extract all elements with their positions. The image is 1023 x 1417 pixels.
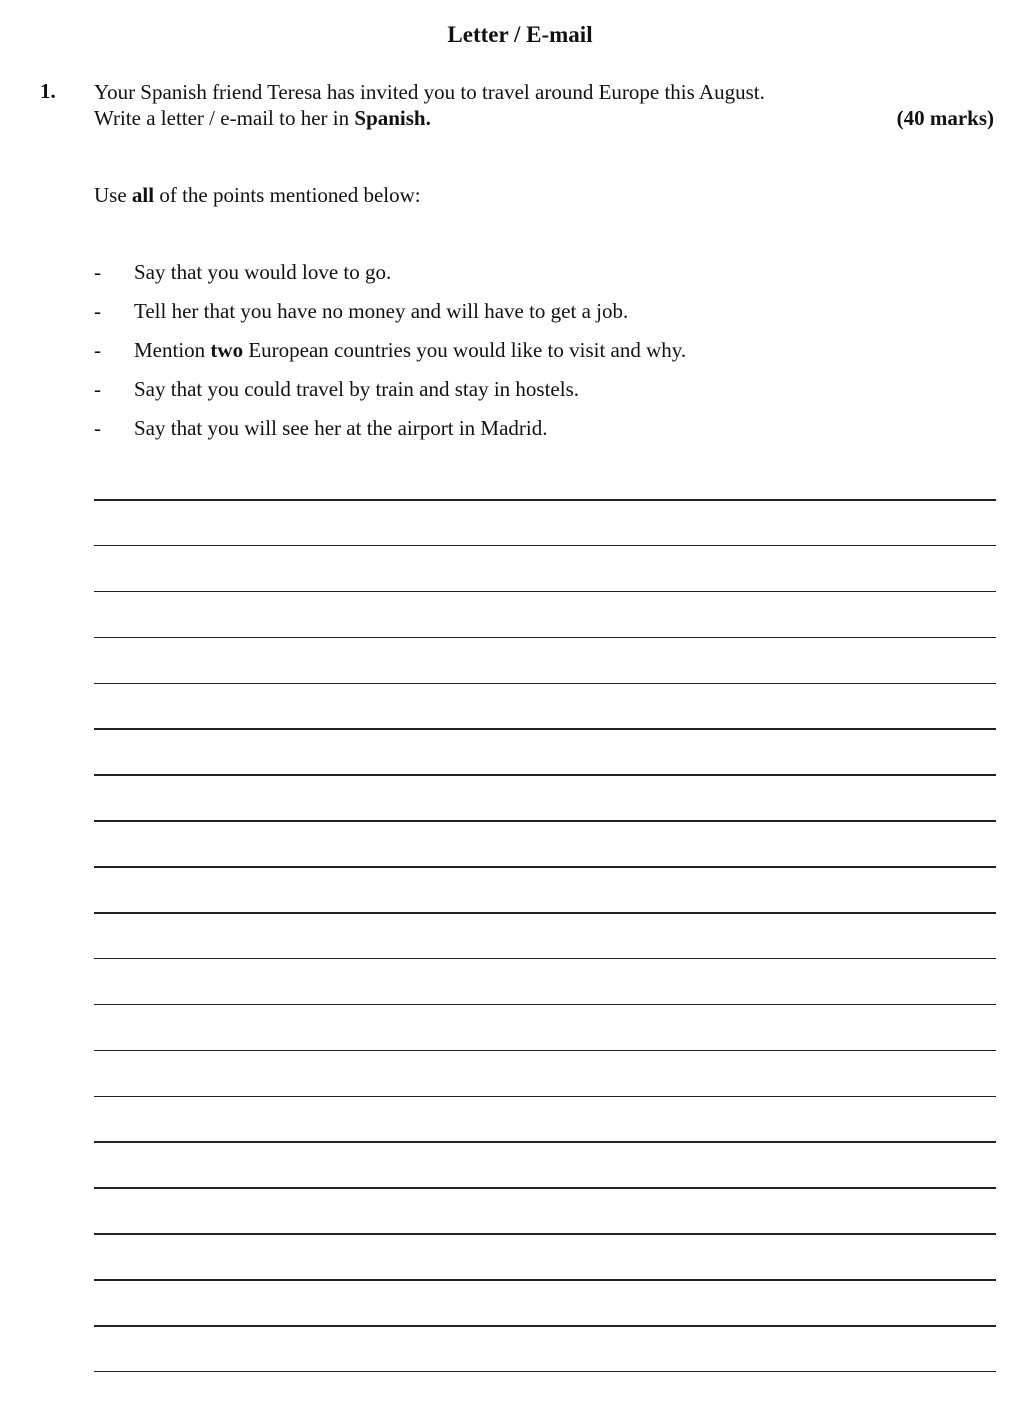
page-title: Letter / E-mail — [447, 22, 593, 47]
answer-line[interactable] — [94, 1004, 996, 1006]
bullet-dash: - — [94, 377, 101, 401]
answer-line[interactable] — [94, 683, 996, 685]
answer-line[interactable] — [94, 1325, 996, 1327]
instruction-bold: all — [131, 183, 155, 207]
instruction-prefix: Use — [94, 183, 132, 207]
bullet-dash: - — [94, 260, 101, 284]
answer-line[interactable] — [94, 591, 996, 593]
answer-line[interactable] — [94, 1096, 996, 1098]
answer-line[interactable] — [94, 912, 996, 914]
answer-line[interactable] — [94, 958, 996, 960]
point-text-prefix: Mention — [134, 338, 211, 362]
question-language: Spanish. — [354, 106, 431, 130]
answer-line[interactable] — [94, 637, 996, 639]
answer-line[interactable] — [94, 728, 996, 730]
answer-line[interactable] — [94, 774, 996, 776]
answer-line[interactable] — [94, 1187, 996, 1189]
point-text-suffix: European countries you would like to visit and why. — [243, 338, 687, 362]
marks-label: (40 marks) — [896, 106, 994, 130]
question-text-line-2 — [94, 105, 431, 131]
point-item — [94, 337, 686, 376]
answer-line[interactable] — [94, 1279, 996, 1281]
point-item — [94, 415, 686, 454]
answer-writing-area — [94, 499, 996, 1417]
question-text-line-1: Your Spanish friend Teresa has invited you to travel around Europe this August. — [94, 80, 765, 104]
point-text: Say that you will see her at the airport in Madrid. — [134, 416, 548, 440]
point-text: Say that you would love to go. — [134, 260, 392, 284]
question-number: 1. — [40, 79, 56, 103]
point-text: Say that you could travel by train and stay in hostels. — [134, 377, 579, 401]
point-text: Tell her that you have no money and will have to get a job. — [134, 299, 629, 323]
answer-line[interactable] — [94, 499, 996, 501]
instruction-suffix: of the points mentioned below: — [154, 183, 421, 207]
point-item — [94, 259, 686, 298]
answer-line[interactable] — [94, 1233, 996, 1235]
bullet-dash: - — [94, 338, 101, 362]
points-list — [94, 259, 686, 454]
bullet-dash: - — [94, 416, 101, 440]
bullet-dash: - — [94, 299, 101, 323]
answer-line[interactable] — [94, 820, 996, 822]
answer-line[interactable] — [94, 866, 996, 868]
answer-line[interactable] — [94, 1050, 996, 1052]
instruction — [94, 182, 421, 208]
point-item — [94, 376, 686, 415]
question-line2-text: Write a letter / e-mail to her in — [94, 106, 355, 130]
answer-line[interactable] — [94, 1371, 996, 1373]
answer-line[interactable] — [94, 1141, 996, 1143]
point-item — [94, 298, 686, 337]
answer-line[interactable] — [94, 545, 996, 547]
point-text-bold: two — [210, 338, 244, 362]
